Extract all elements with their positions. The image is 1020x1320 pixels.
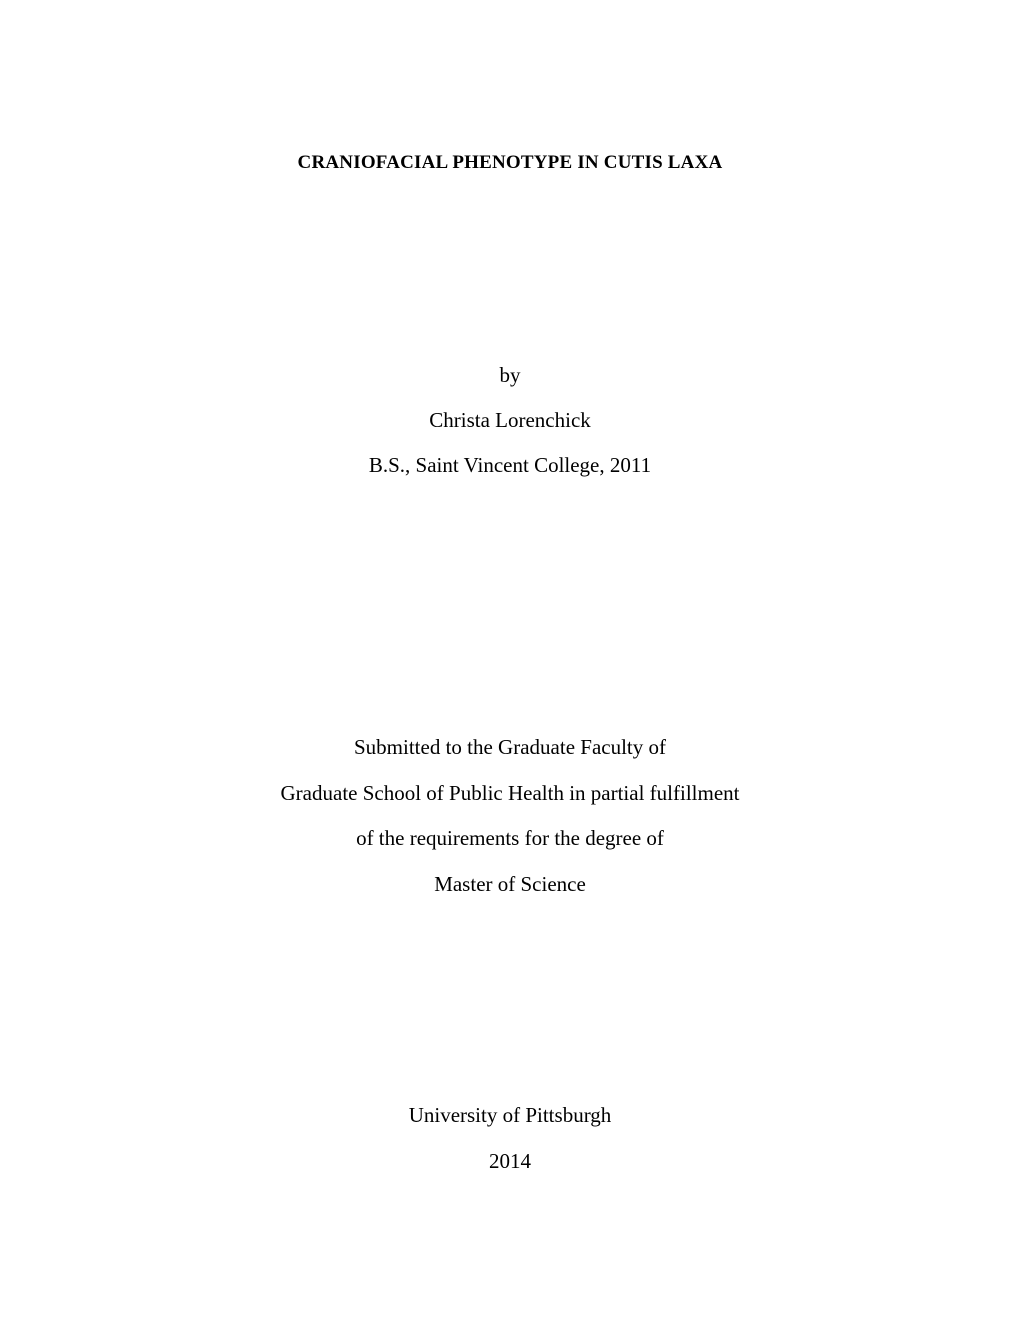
title-block (0, 152, 1020, 175)
byline-label: by (499, 363, 521, 387)
submission-block (0, 725, 1020, 907)
institution-block (0, 1093, 1020, 1184)
author-block (0, 353, 1020, 488)
author-credentials: B.S., Saint Vincent College, 2011 (368, 453, 652, 477)
submission-line-2: Graduate School of Public Health in partial fulfillment (280, 780, 740, 805)
institution-name: University of Pittsburgh (408, 1103, 612, 1127)
publication-year: 2014 (489, 1148, 531, 1173)
author-name: Christa Lorenchick (429, 408, 591, 432)
page-title: CRANIOFACIAL PHENOTYPE IN CUTIS LAXA (297, 152, 723, 173)
degree-name: Master of Science (434, 871, 586, 896)
submission-line-3: of the requirements for the degree of (356, 826, 664, 850)
submission-line-1: Submitted to the Graduate Faculty of (353, 735, 667, 759)
